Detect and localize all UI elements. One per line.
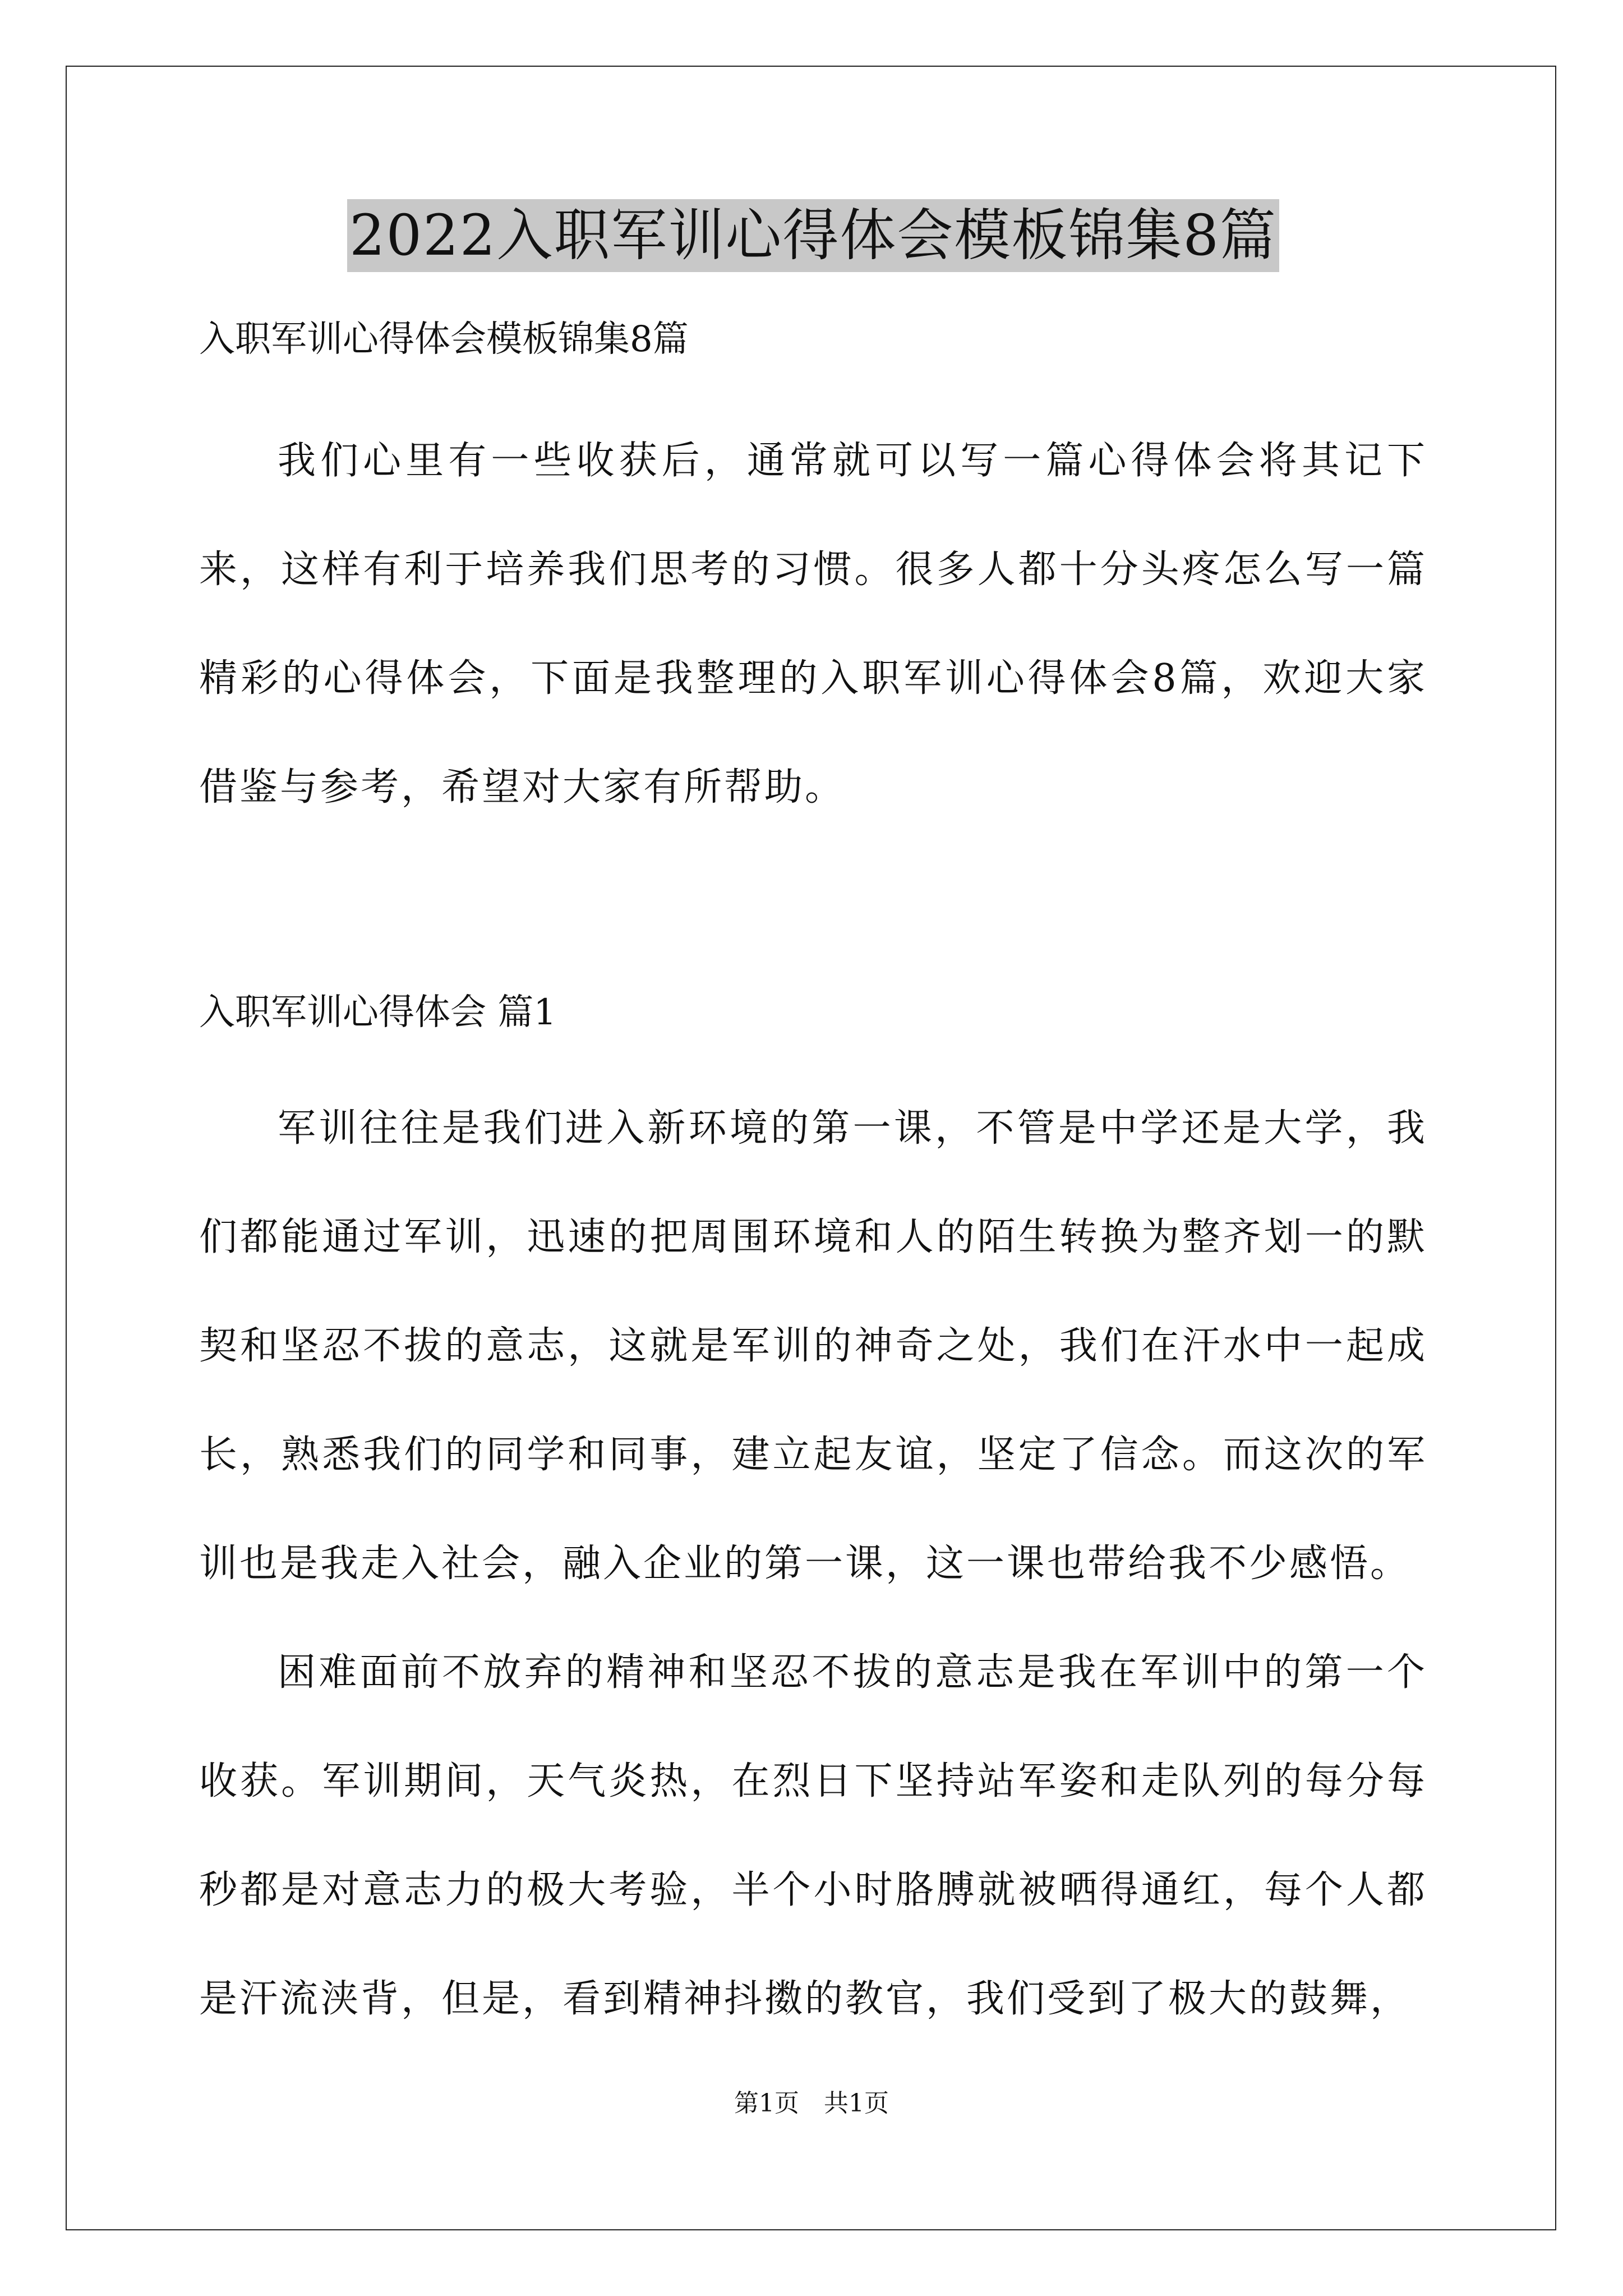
document-body — [199, 199, 1427, 2021]
document-title — [199, 199, 1427, 278]
section1-paragraph-1: 军训往往是我们进入新环境的第一课，不管是中学还是大学，我们都能通过军训，迅速的把周围环境和人的陌生转换为整齐划一的默契和坚忍不拔的意志，这就是军训的神奇之处，我们在汗水中一起成长，熟悉我们的同学和同事，建立起友谊，坚定了信念。而这次的军训也是我走入社会，融入企业的第一课，这一课也带给我不少感悟。 — [199, 1106, 1427, 1586]
document-subtitle: 入职军训心得体会模板锦集8篇 — [199, 319, 689, 360]
section-heading-1: 入职军训心得体会 篇1 — [199, 992, 557, 1033]
page-footer: 第1页 共1页 — [734, 2089, 889, 2118]
section1-paragraph-2: 困难面前不放弃的精神和坚忍不拔的意志是我在军训中的第一个收获。军训期间，天气炎热，在烈日下坚持站军姿和走队列的每分每秒都是对意志力的极大考验，半个小时胳膊就被晒得通红，每个人都是汗流浃背，但是，看到精神抖擞的教官，我们受到了极大的鼓舞， — [199, 1650, 1427, 2021]
intro-paragraph: 我们心里有一些收获后，通常就可以写一篇心得体会将其记下来，这样有利于培养我们思考的习惯。很多人都十分头疼怎么写一篇精彩的心得体会，下面是我整理的入职军训心得体会8篇，欢迎大家借鉴与参考，希望对大家有所帮助。 — [199, 439, 1427, 809]
document-title-text: 2022入职军训心得体会模板锦集8篇 — [347, 199, 1279, 272]
